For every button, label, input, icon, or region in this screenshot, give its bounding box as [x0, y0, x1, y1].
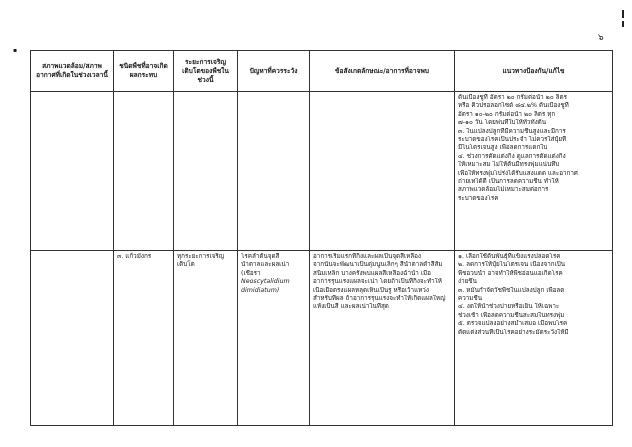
- measure-line: ๔. งดให้น้ำช่วงบ่ายหรือเย็น ให้เฉพาะ: [458, 303, 560, 311]
- cell-problem: [238, 92, 310, 251]
- measure-line: หรือ คิวปรอลอกไซด์ ๘๔.๒% ต้นเบื้องชูที: [458, 102, 569, 110]
- cell-symptoms: [310, 251, 455, 426]
- cell-environment: [31, 251, 114, 426]
- cell-stage: [174, 251, 238, 426]
- problem-line: โรคลำต้นจุดสี: [241, 253, 280, 260]
- table-row: [31, 251, 613, 426]
- cell-measures: [455, 92, 613, 251]
- symptom-line: จากนั้นจะพัฒนาเป็นตุ่มนูนเล็กๆ สีน้ำตาลดำสีส้ม: [313, 261, 443, 269]
- cell-problem: [238, 251, 310, 426]
- symptom-line: อาการรุนแรงแผลจะเน่า โดยถ้าเป็นที่กิ่งจะทำให้: [313, 278, 442, 286]
- header-growth-stage: ระยะการเจริญเติบโตของพืชในช่วงนี้: [174, 51, 238, 92]
- pathogen-name: Neoscytalidium: [241, 278, 290, 286]
- header-problem: ปัญหาที่ควรระวัง: [238, 51, 310, 92]
- measure-line: ๔. ช่วงการตัดแต่งกิ่ง ดูแลการตัดแต่งกิ่ง: [458, 152, 566, 160]
- measure-line: พืชอวบน้ำ อาจทำให้พืชอ่อนแอเกิดโรค: [458, 269, 563, 277]
- measure-line: เพื่อให้ทรงพุ่มโปร่งได้รับแสงแดด และอากาศ: [458, 169, 578, 177]
- measure-line: ระบาดของโรคเป็นประจำ ไม่ควรใส่ปุ๋ยที่: [458, 136, 567, 144]
- measure-line: ถ่ายเทได้ดี เป็นการลดความชื้น ทำให้: [458, 178, 559, 186]
- cell-symptoms: [310, 92, 455, 251]
- header-measures: แนวทางป้องกัน/แก้ไข: [455, 51, 613, 92]
- measure-line: ๒. ลดการให้ปุ๋ยไนโตรเจน เนื่องจากเป็น: [458, 261, 566, 269]
- symptom-line: อาการเริ่มแรกที่กิ่งและผลเป็นจุดสีเหลือง: [313, 253, 421, 260]
- measure-line: มีไนโตรเจนสูง เพื่อลดการแตกใบ: [458, 144, 548, 152]
- measure-line: ง่ายขึ้น: [458, 278, 477, 286]
- symptom-line: แห้งเป็นสี และผลเน่าในที่สุด: [313, 303, 389, 311]
- measure-line: ระบาดของโรค: [458, 194, 499, 202]
- measure-line: ๓. หมั่นกำจัดวัชพืชในแปลงปลูก เพื่อลด: [458, 286, 565, 294]
- measure-line: ความชื้น: [458, 295, 483, 303]
- cell-crop: [114, 92, 174, 251]
- growth-stage: ทุกระยะการเจริญเติบโต: [177, 253, 225, 269]
- symptom-line: สำหรับที่ผล ถ้าอาการรุนแรงจะทำให้เกิดแผลใหญ่: [313, 295, 446, 303]
- cell-crop: [114, 251, 174, 426]
- page-number: ๖: [598, 33, 604, 43]
- measure-line: ช่วงเช้า เพื่อลดความชื้นสะสมในทรงพุ่ม: [458, 311, 565, 319]
- problem-line: (เชื้อรา: [241, 269, 261, 277]
- measure-line: ๗-๑๐ วัน โดยพ่นที่ใบให้ทั่วทั้งต้น: [458, 119, 547, 127]
- margin-mark: ▪: [13, 47, 18, 54]
- table-header-row: [31, 51, 613, 92]
- header-crop: ชนิดพืชที่อาจเกิดผลกระทบ: [114, 51, 174, 92]
- header-environment: สภาพแวดล้อม/สภาพอากาศที่เกิดในช่วงเวลานี้: [31, 51, 114, 92]
- edge-marks: [622, 10, 626, 30]
- measure-line: ตัดแต่งส่วนที่เป็นโรคอย่างระมัดระวังให้มี: [458, 328, 569, 336]
- plant-disease-table: [30, 50, 613, 426]
- header-symptoms: ข้อสังเกตลักษณะ/อาการที่อาจพบ: [310, 51, 455, 92]
- measure-line: ๕. ตรวจแปลงอย่างสม่ำเสมอ เมื่อพบโรค: [458, 320, 568, 328]
- crop-name: ๓. แก้วมังกร: [117, 253, 152, 260]
- measure-line: อัตรา ๑๐-๒๐ กรัมต่อน้ำ ๒๐ ลิตร ทุก: [458, 110, 556, 118]
- cell-measures: [455, 251, 613, 426]
- symptom-line: เนื้อเยื่อตรงแผลหลุดเห็นเป็นรู หรือเว้าแหว่ง: [313, 286, 429, 294]
- cell-stage: [174, 92, 238, 251]
- measure-line: ต้นเบื้องชูที อัตรา ๒๐ กรัมต่อน้ำ ๒๐ ลิตร: [458, 94, 567, 101]
- pathogen-name: dimidiatum): [241, 286, 280, 294]
- measure-line: ๑. เลือกใช้ต้นพันธุ์ที่แข็งแรงปลอดโรค: [458, 253, 561, 260]
- measure-line: ให้เหมาะสม ไม่ให้ต้นมีทรงพุ่มแน่นทึบ: [458, 161, 560, 169]
- problem-line: น้ำตาลและผลเน่า: [241, 261, 290, 269]
- measure-line: ๓. ในแปลงปลูกที่มีความชื้นสูงและมีการ: [458, 127, 566, 135]
- cell-environment: [31, 92, 114, 251]
- symptom-line: สนิมเหล็ก บางครั้งพบแผลสีเหลืองฉ่ำน้ำ เมื่อ: [313, 269, 431, 277]
- table-row: [31, 92, 613, 251]
- measure-line: สภาพแวดล้อมไม่เหมาะสมต่อการ: [458, 186, 549, 194]
